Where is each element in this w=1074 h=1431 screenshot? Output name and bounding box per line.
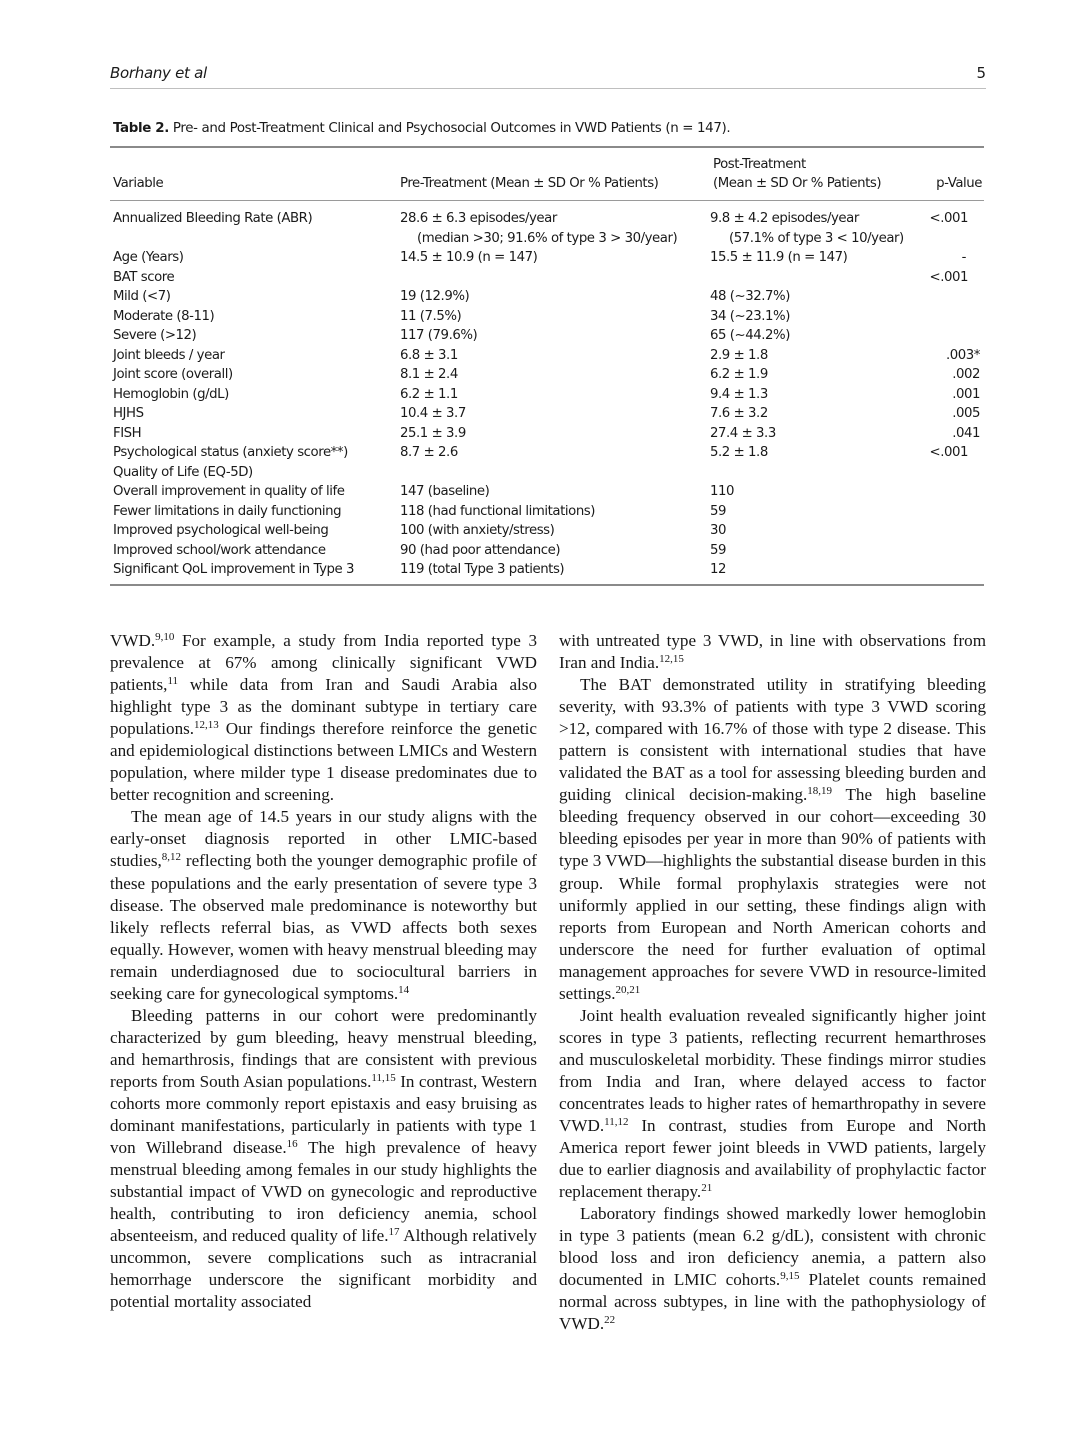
table-header	[110, 148, 984, 200]
cell-pre: 28.6 ± 6.3 episodes/year	[400, 211, 557, 226]
cell-post: 27.4 ± 3.3	[710, 425, 776, 441]
cell-variable: Joint score (overall)	[113, 367, 233, 382]
table-row	[110, 270, 984, 290]
cell-p-value: .001	[952, 386, 980, 402]
cell-pre: 6.2 ± 1.1	[400, 386, 458, 402]
cell-pre: 8.7 ± 2.6	[400, 445, 458, 460]
paragraph: Laboratory findings showed markedly lower hemoglobin in type 3 patients (mean 6.2 g/dL), consistent with chronic blood loss and iron deficiency anemia, a pattern also documented in LMIC cohorts.$^{9,15}$ Platelet counts remained normal across subtypes, in line with the pathophysiology of VWD.$^{22}$	[559, 1204, 986, 1334]
cell-p-value: <.001	[929, 445, 968, 460]
cell-post: 34 (~23.1%)	[710, 308, 790, 324]
cell-post: 2.9 ± 1.8	[710, 347, 768, 363]
table-row	[110, 387, 984, 407]
cell-post: 6.2 ± 1.9	[710, 367, 768, 382]
citation: 11	[167, 675, 179, 688]
table-caption-label: Table 2.	[113, 121, 169, 136]
citation: 18,19	[807, 785, 833, 798]
citation: 21	[701, 1182, 713, 1195]
cell-post-note: (57.1% of type 3 < 10/year)	[729, 230, 904, 246]
cell-post: 12	[710, 562, 727, 577]
cell-variable: Severe (>12)	[113, 328, 197, 343]
cell-post: 59	[710, 503, 727, 519]
table-row	[110, 504, 984, 524]
paragraph: Joint health evaluation revealed significantly higher joint scores in type 3 patients, reflecting recurrent hemarthroses and musculoskeletal morbidity. These findings mirror studies from India and Iran, where delayed access to factor concentrates leads to higher rates of hemarthropathy in severe VWD.$^{11,12}$ In contrast, studies from Europe and North America report fewer joint bleeds in VWD patients, largely due to earlier diagnosis and availability of prophylactic factor replacement therapy.$^{21}$	[559, 1005, 986, 1202]
running-head	[110, 62, 986, 89]
table-row	[110, 250, 984, 270]
cell-variable: Fewer limitations in daily functioning	[113, 503, 342, 519]
cell-variable: Improved psychological well-being	[113, 523, 329, 538]
cell-variable: Quality of Life (EQ-5D)	[113, 464, 253, 480]
cell-variable: Hemoglobin (g/dL)	[113, 386, 229, 402]
body-column-left	[110, 630, 537, 1313]
table-bottom-rule	[110, 584, 984, 586]
cell-pre: 90 (had poor attendance)	[400, 542, 561, 558]
table-row	[110, 543, 984, 563]
outcomes-table	[110, 146, 984, 586]
table-caption	[113, 121, 730, 136]
cell-p-value: .005	[952, 406, 980, 421]
body-column-right	[559, 630, 986, 1336]
header-post-treatment-line2: (Mean ± SD Or % Patients)	[713, 176, 882, 191]
cell-pre: 118 (had functional limitations)	[400, 503, 596, 519]
paragraph: with untreated type 3 VWD, in line with observations from Iran and India.$^{12,15}$	[559, 631, 986, 673]
header-p-value: p-Value	[936, 176, 982, 191]
cell-variable: Annualized Bleeding Rate (ABR)	[113, 211, 313, 226]
table-row	[110, 445, 984, 465]
table-row	[110, 406, 984, 426]
cell-post: 110	[710, 484, 735, 499]
citation: 22	[604, 1314, 616, 1327]
table-row	[110, 523, 984, 543]
cell-variable: Mild (<7)	[113, 289, 171, 304]
cell-p-value: <.001	[929, 269, 968, 285]
header-pre-treatment: Pre-Treatment (Mean ± SD Or % Patients)	[400, 176, 659, 191]
cell-p-value: .002	[952, 367, 980, 382]
table-row	[110, 328, 984, 348]
cell-pre: 6.8 ± 3.1	[400, 347, 458, 363]
cell-pre: 119 (total Type 3 patients)	[400, 562, 565, 577]
cell-variable: Overall improvement in quality of life	[113, 484, 345, 499]
running-head-author: Borhany et al	[110, 64, 207, 82]
citation: 12,13	[194, 719, 219, 732]
cell-post: 9.8 ± 4.2 episodes/year	[710, 211, 859, 226]
citation: 9,10	[155, 631, 175, 643]
cell-variable: Psychological status (anxiety score**)	[113, 445, 348, 460]
citation: 11,12	[604, 1116, 629, 1129]
citation: 9,15	[780, 1270, 800, 1283]
cell-variable: Improved school/work attendance	[113, 542, 326, 558]
cell-pre: 117 (79.6%)	[400, 328, 478, 343]
table-row	[110, 289, 984, 309]
cell-pre: 14.5 ± 10.9 (n = 147)	[400, 250, 538, 265]
cell-p-value: <.001	[929, 211, 968, 226]
cell-pre: 147 (baseline)	[400, 484, 490, 499]
table-body	[110, 201, 984, 577]
citation: 20,21	[615, 983, 641, 996]
cell-pre: 11 (7.5%)	[400, 308, 462, 324]
paragraph: Bleeding patterns in our cohort were predominantly characterized by gum bleeding, heavy menstrual bleeding, and hemarthrosis, findings that are consistent with previous reports from South Asian populations.$^{11,15}$ In contrast, Western cohorts more commonly report epistaxis and easy bruising as dominant manifestations, particularly in patients with type 1 von Willebrand disease.$^{16}$ The high prevalence of heavy menstrual bleeding among females in our study highlights the substantial impact of VWD on gynecologic and reproductive health, contributing to iron deficiency anemia, school absenteeism, and reduced quality of life.$^{17}$ Although relatively uncommon, severe complications such as intracranial hemorrhage underscore the significant morbidity and potential mortality associated	[110, 1005, 537, 1312]
citation: 16	[286, 1138, 298, 1151]
table-row	[110, 211, 984, 250]
paragraph: VWD.$^{9,10}$ For example, a study from India reported type 3 prevalence at 67% among clinically significant VWD patients,$^{11}$ while data from Iran and Saudi Arabia also highlight type 3 as the dominant subtype in tertiary care populations.$^{12,13}$ Our findings therefore reinforce the genetic and epidemiological distinctions between LMICs and Western population, where milder type 1 disease predominates due to better recognition and screening.	[110, 631, 537, 805]
cell-variable: Joint bleeds / year	[113, 347, 225, 363]
table-row	[110, 484, 984, 504]
cell-post: 59	[710, 542, 727, 558]
cell-variable: BAT score	[113, 269, 175, 285]
cell-variable: HJHS	[113, 406, 144, 421]
header-post-treatment-line1: Post-Treatment	[713, 157, 806, 172]
cell-pre: 10.4 ± 3.7	[400, 406, 466, 421]
cell-p-value: -	[961, 250, 966, 265]
cell-variable: Significant QoL improvement in Type 3	[113, 562, 355, 577]
page-number: 5	[976, 64, 986, 82]
cell-post: 30	[710, 523, 727, 538]
cell-post: 9.4 ± 1.3	[710, 386, 768, 402]
cell-variable: FISH	[113, 425, 142, 441]
cell-p-value: .003*	[945, 347, 980, 363]
cell-pre-note: (median >30; 91.6% of type 3 > 30/year)	[417, 230, 678, 246]
cell-pre: 8.1 ± 2.4	[400, 367, 458, 382]
cell-post: 65 (~44.2%)	[710, 328, 790, 343]
cell-pre: 100 (with anxiety/stress)	[400, 523, 555, 538]
table-row	[110, 309, 984, 329]
header-variable: Variable	[113, 176, 164, 191]
citation: 8,12	[161, 851, 182, 864]
cell-post: 5.2 ± 1.8	[710, 445, 768, 460]
citation: 17	[388, 1226, 400, 1239]
cell-post: 7.6 ± 3.2	[710, 406, 768, 421]
cell-p-value: .041	[952, 425, 980, 441]
table-caption-text: Pre- and Post-Treatment Clinical and Psychosocial Outcomes in VWD Patients (n = 147).	[172, 121, 731, 136]
citation: 11,15	[371, 1071, 396, 1084]
cell-post: 15.5 ± 11.9 (n = 147)	[710, 250, 848, 265]
cell-post: 48 (~32.7%)	[710, 289, 790, 304]
cell-pre: 19 (12.9%)	[400, 289, 470, 304]
citation: 14	[398, 983, 410, 996]
cell-variable: Moderate (8-11)	[113, 308, 215, 324]
table-row	[110, 562, 984, 582]
table-row	[110, 426, 984, 446]
table-row	[110, 465, 984, 485]
table-row	[110, 348, 984, 368]
paragraph: The BAT demonstrated utility in stratifying bleeding severity, with 93.3% of patients with type 3 VWD scoring >12, compared with 16.7% of those with type 2 disease. This pattern is consistent with international studies that have validated the BAT as a tool for assessing bleeding burden and guiding clinical decision-making.$^{18,19}$ The high baseline bleeding frequency observed in our cohort—exceeding 30 bleeding episodes per year in more than 90% of patients with type 3 VWD—highlights the substantial disease burden in this group. While formal prophylaxis strategies were not uniformly applied in our setting, these findings align with reports from European and North American cohorts and underscore the need for further evaluation of optimal management approaches for severe VWD in resource-limited settings.$^{20,21}$	[559, 675, 986, 1003]
paragraph: The mean age of 14.5 years in our study aligns with the early-onset diagnosis reported in other LMIC-based studies,$^{8,12}$ reflecting both the younger demographic profile of these populations and the early presentation of severe type 3 disease. The observed male predominance is noteworthy but likely reflects referral bias, as VWD affects both sexes equally. However, women with heavy menstrual bleeding may remain underdiagnosed due to sociocultural barriers in seeking care for gynecological symptoms.$^{14}$	[110, 807, 537, 1003]
table-row	[110, 367, 984, 387]
citation: 12,15	[659, 653, 684, 666]
cell-pre: 25.1 ± 3.9	[400, 425, 466, 441]
cell-variable: Age (Years)	[113, 250, 184, 265]
